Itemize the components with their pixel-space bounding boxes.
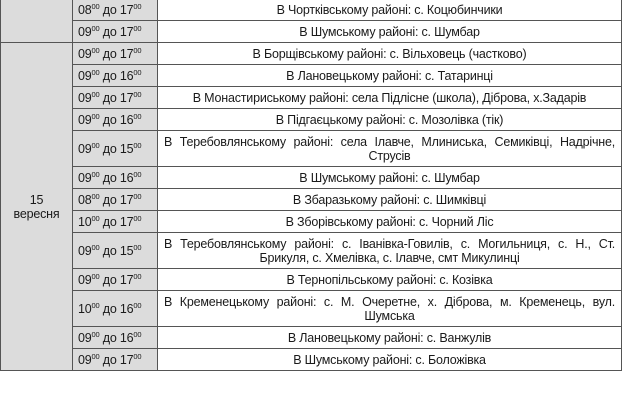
time-separator: до [102,141,117,156]
table-row [1,0,622,21]
location-cell: В Борщівському районі: с. Вільховець (частково) [158,43,622,65]
time-from-hour: 09 [78,243,92,258]
time-to-minutes: 00 [133,213,142,223]
location-cell: В Кременецькому районі: с. М. Очеретне, х. Діброва, м. Кременець, вул. Шумська [158,291,622,327]
time-to-minutes: 00 [133,111,142,121]
table-row [1,189,622,211]
time-to-hour: 17 [119,46,134,61]
time-to-minutes: 00 [133,1,142,11]
time-from-minutes: 00 [91,300,100,310]
time-to-hour: 16 [119,330,134,345]
location-cell: В Шумському районі: с. Боложівка [158,349,622,371]
time-from-minutes: 00 [91,351,100,361]
time-from-minutes: 00 [91,329,100,339]
time-from-minutes: 00 [91,191,100,201]
time-from-minutes: 00 [91,1,100,11]
time-range-cell [73,87,158,109]
time-from-hour: 09 [78,272,92,287]
date-month: вересня [13,206,60,221]
time-separator: до [102,170,117,185]
time-range-cell [73,349,158,371]
time-to-hour: 17 [119,214,134,229]
time-range-cell [73,291,158,327]
time-from-minutes: 00 [91,271,100,281]
time-from-hour: 09 [78,90,92,105]
time-from-minutes: 00 [91,213,100,223]
time-to-hour: 16 [119,68,134,83]
time-from-hour: 09 [78,141,92,156]
time-separator: до [102,68,117,83]
table-row [1,65,622,87]
time-range-cell [73,21,158,43]
time-range-cell [73,131,158,167]
time-separator: до [102,24,117,39]
table-row [1,167,622,189]
table-row [1,21,622,43]
time-to-minutes: 00 [133,351,142,361]
location-cell: В Збаразькому районі: с. Шимківці [158,189,622,211]
time-range-cell [73,269,158,291]
date-day: 15 [29,192,44,207]
time-from-hour: 09 [78,68,92,83]
time-from-minutes: 00 [91,169,100,179]
time-to-hour: 17 [119,352,134,367]
time-to-hour: 17 [119,192,134,207]
time-from-hour: 10 [78,214,92,229]
time-range-cell [73,189,158,211]
time-separator: до [102,46,117,61]
time-from-minutes: 00 [91,45,100,55]
time-from-hour: 09 [78,46,92,61]
time-range-cell [73,109,158,131]
time-from-minutes: 00 [91,23,100,33]
time-from-hour: 10 [78,301,92,316]
time-to-minutes: 00 [133,300,142,310]
time-from-minutes: 00 [91,140,100,150]
time-separator: до [102,214,117,229]
time-from-minutes: 00 [91,89,100,99]
time-range-cell [73,43,158,65]
time-range-cell [73,233,158,269]
time-to-hour: 17 [119,24,134,39]
time-from-minutes: 00 [91,67,100,77]
location-cell: В Шумському районі: с. Шумбар [158,167,622,189]
time-separator: до [102,352,117,367]
time-to-minutes: 00 [133,271,142,281]
table-row [1,109,622,131]
location-cell: В Теребовлянському районі: села Ілавче, Млиниська, Семиківці, Надрічне, Струсів [158,131,622,167]
time-range-cell [73,0,158,21]
time-separator: до [102,2,117,17]
time-separator: до [102,90,117,105]
time-separator: до [102,192,117,207]
time-to-minutes: 00 [133,89,142,99]
table-row [1,43,622,65]
time-from-hour: 09 [78,24,92,39]
time-to-minutes: 00 [133,67,142,77]
time-to-hour: 15 [119,243,134,258]
time-separator: до [102,243,117,258]
time-separator: до [102,330,117,345]
time-from-hour: 08 [78,192,92,207]
time-range-cell [73,327,158,349]
time-from-hour: 09 [78,112,92,127]
date-cell-previous [1,0,73,43]
location-cell: В Тернопільському районі: с. Козівка [158,269,622,291]
table-row [1,269,622,291]
time-range-cell [73,211,158,233]
time-to-minutes: 00 [133,140,142,150]
table-row [1,131,622,167]
time-to-hour: 16 [119,112,134,127]
time-to-hour: 17 [119,90,134,105]
time-to-minutes: 00 [133,169,142,179]
time-to-hour: 16 [119,170,134,185]
location-cell: В Монастириському районі: села Підлісне (школа), Діброва, х.Задарів [158,87,622,109]
time-to-hour: 17 [119,2,134,17]
table-row [1,87,622,109]
time-to-minutes: 00 [133,191,142,201]
time-range-cell [73,65,158,87]
table-row [1,327,622,349]
location-cell: В Теребовлянському районі: с. Іванівка-Говилів, с. Могильниця, с. Н., Ст. Брикуля, с. Хмелівка, с. Ілавче, смт Микулинці [158,233,622,269]
time-to-hour: 15 [119,141,134,156]
schedule-table-body [1,0,622,371]
time-to-minutes: 00 [133,242,142,252]
time-to-hour: 16 [119,301,134,316]
table-row [1,291,622,327]
time-to-minutes: 00 [133,23,142,33]
time-to-hour: 17 [119,272,134,287]
time-from-hour: 08 [78,2,92,17]
table-row [1,233,622,269]
location-cell: В Чортківському районі: с. Коцюбинчики [158,0,622,21]
time-to-minutes: 00 [133,329,142,339]
location-cell: В Зборівському районі: с. Чорний Ліс [158,211,622,233]
time-from-minutes: 00 [91,111,100,121]
time-separator: до [102,112,117,127]
location-cell: В Лановецькому районі: с. Ванжулів [158,327,622,349]
time-to-minutes: 00 [133,45,142,55]
date-cell [1,43,73,371]
time-from-minutes: 00 [91,242,100,252]
time-separator: до [102,272,117,287]
time-from-hour: 09 [78,330,92,345]
location-cell: В Лановецькому районі: с. Татаринці [158,65,622,87]
table-row [1,211,622,233]
location-cell: В Підгаєцькому районі: с. Мозолівка (тік) [158,109,622,131]
time-from-hour: 09 [78,170,92,185]
time-separator: до [102,301,117,316]
time-range-cell [73,167,158,189]
time-from-hour: 09 [78,352,92,367]
table-row [1,349,622,371]
location-cell: В Шумському районі: с. Шумбар [158,21,622,43]
